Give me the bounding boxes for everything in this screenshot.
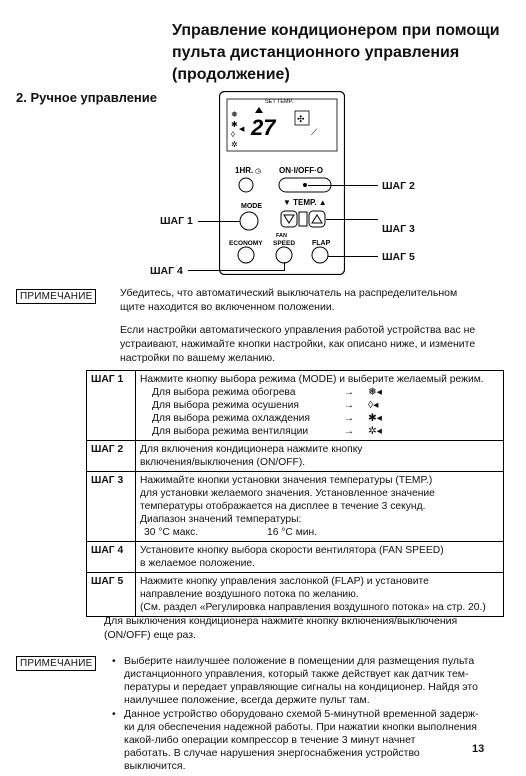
notes-list — [110, 655, 500, 774]
temperature-range — [140, 526, 499, 539]
paragraph-line: настройки по вашему желанию. — [120, 352, 276, 364]
note-text — [120, 286, 510, 314]
mode-text: Для выбора режима обогрева — [152, 387, 296, 398]
step2-connector — [308, 185, 378, 186]
step4-connector-vertical — [284, 262, 285, 271]
steps-table — [86, 370, 504, 617]
step4-connector — [188, 270, 285, 271]
note-line: щите находится во включенном положении. — [120, 301, 335, 313]
note-bullet — [110, 655, 500, 707]
fan-label-bottom: SPEED — [273, 240, 296, 247]
mode-text: Для выбора режима вентиляции — [152, 426, 309, 437]
fan-mode-icon: ✲◂ — [368, 426, 382, 437]
note-line: • Выберите наилучшее положение в помещении для размещения пульта — [124, 655, 475, 667]
cool-mode-icon: ✱◂ — [368, 413, 382, 424]
step1-callout: ШАГ 1 — [160, 215, 193, 227]
step3-connector — [326, 219, 378, 220]
flap-button[interactable] — [312, 247, 328, 263]
note-bullet — [110, 708, 500, 773]
economy-button[interactable] — [238, 247, 254, 263]
heat-icon: ❅ — [231, 110, 238, 119]
timer-button[interactable] — [239, 178, 253, 192]
paragraph-line: Если настройки автоматического управления работой устройства вас не — [120, 324, 476, 336]
fan-label-top: FAN — [276, 233, 287, 239]
step-text: (См. раздел «Регулировка направления воздушного потока» на стр. 20.) — [140, 602, 486, 613]
fan-speed-button[interactable] — [276, 247, 292, 263]
step-label-cell: ШАГ 2 — [87, 441, 136, 472]
mode-row-dry — [140, 399, 499, 412]
step-text: Нажмите кнопку выбора режима (MODE) и выберите желаемый режим. — [140, 374, 484, 385]
temperature-display: 27 — [251, 115, 276, 140]
paragraph-line: Для выключения кондиционера нажмите кнопку включения/выключения — [104, 615, 458, 627]
temp-center-bar — [299, 212, 307, 226]
step-label-cell: ШАГ 1 — [87, 371, 136, 441]
arrow-icon: → — [343, 387, 355, 398]
step-content-cell — [136, 472, 504, 542]
remote-control — [219, 91, 345, 275]
turn-off-paragraph — [104, 614, 504, 642]
flap-label: FLAP — [312, 240, 331, 247]
paragraph-line: (ON/OFF) еще раз. — [104, 629, 196, 641]
set-temp-label: SET TEMP. — [265, 99, 294, 105]
step-content-cell — [136, 371, 504, 441]
note-label: ПРИМЕЧАНИЕ — [16, 289, 96, 304]
step-text: Для включения кондиционера нажмите кнопку — [140, 444, 363, 455]
mode-text: Для выбора режима охлаждения — [152, 413, 311, 424]
title-line: (продолжение) — [172, 66, 290, 83]
temp-down-button[interactable] — [281, 211, 297, 227]
step-label-cell: ШАГ 3 — [87, 472, 136, 542]
step-text: Диапазон значений температуры: — [140, 514, 302, 525]
step-text: Установите кнопку выбора скорости вентилятора (FAN SPEED) — [140, 545, 444, 556]
step-text: температуры отображается на дисплее в течение 3 секунд. — [140, 501, 426, 512]
step-label-cell: ШАГ 5 — [87, 573, 136, 617]
note-label-2: ПРИМЕЧАНИЕ — [16, 656, 96, 671]
step-text: в желаемое положение. — [140, 558, 255, 569]
arrow-icon: → — [343, 426, 355, 437]
note-line: наилучшее положение, всегда держите пульт там. — [124, 694, 370, 706]
clock-icon: ◷ — [255, 168, 262, 175]
timer-label: 1HR. — [235, 166, 254, 175]
arrow-icon: → — [343, 413, 355, 424]
temp-max: 30 °C макс. — [144, 527, 199, 538]
heat-mode-icon: ❅◂ — [368, 387, 382, 398]
step-content-cell — [136, 542, 504, 573]
table-row — [87, 542, 504, 573]
dry-mode-icon: ◊◂ — [368, 400, 379, 411]
step-label-cell: ШАГ 4 — [87, 542, 136, 573]
note-line: Убедитесь, что автоматический выключатель на распределительном — [120, 287, 458, 299]
cool-icon: ✱ — [231, 120, 238, 129]
mode-row-cool — [140, 412, 499, 425]
note-line: • Данное устройство оборудовано схемой 5-минутной временной задерж- — [124, 708, 479, 720]
step-text: Нажмите кнопку управления заслонкой (FLAP) и установите — [140, 576, 429, 587]
note-line: работать. В случае нарушения энергоснабжения устройство — [124, 747, 420, 759]
onoff-dot — [303, 183, 307, 187]
note-line: ки для обеспечения надежной работы. При нажатии кнопки выполнения — [124, 721, 477, 733]
mode-button[interactable] — [240, 212, 258, 230]
step3-callout: ШАГ 3 — [382, 223, 415, 235]
economy-label: ECONOMY — [229, 240, 263, 247]
step-text: направление воздушного потока по желанию. — [140, 589, 359, 600]
table-row — [87, 472, 504, 542]
temp-min: 16 °C мин. — [267, 527, 318, 538]
table-row — [87, 573, 504, 617]
step-content-cell — [136, 441, 504, 472]
arrow-icon: → — [343, 400, 355, 411]
mode-row-heat — [140, 386, 499, 399]
paragraph-line: устраивают, нажимайте кнопки настройки, как описано ниже, и измените — [120, 338, 476, 350]
remote-display — [227, 99, 337, 151]
mode-label: MODE — [241, 203, 262, 210]
step2-callout: ШАГ 2 — [382, 180, 415, 192]
page-number: 13 — [472, 743, 485, 755]
table-row — [87, 441, 504, 472]
temp-label: ▼ TEMP. ▲ — [283, 198, 327, 207]
step-text: Нажимайте кнопки установки значения температуры (TEMP.) — [140, 475, 433, 486]
onoff-label: ON·I/OFF·O — [279, 166, 323, 175]
note-line: пературы и передает управляющие сигналы на кондиционер. Найдя это — [124, 681, 478, 693]
step5-connector — [328, 256, 378, 257]
step-content-cell — [136, 573, 504, 617]
fan-speed-icon: ✣ — [297, 114, 305, 124]
section-heading: 2. Ручное управление — [16, 90, 158, 105]
mode-text: Для выбора режима осушения — [152, 400, 299, 411]
mode-pointer-icon: ◀ — [239, 126, 245, 133]
temp-up-button[interactable] — [309, 211, 325, 227]
step-text: для установки желаемого значения. Установленное значение — [140, 488, 435, 499]
title-line: пульта дистанционного управления — [172, 44, 460, 61]
step5-callout: ШАГ 5 — [382, 251, 415, 263]
note-line: выключится. — [124, 760, 186, 772]
mode-row-fan — [140, 425, 499, 438]
step4-callout: ШАГ 4 — [150, 265, 183, 277]
step1-connector — [198, 221, 240, 222]
note-line: дистанционного управления, который также действует как датчик тем- — [124, 668, 469, 680]
fan-icon: ✲ — [231, 140, 238, 149]
flap-icon: ⟋ — [311, 127, 318, 137]
note-line: какой-либо операции компрессор в течение 3 минут начнет — [124, 734, 416, 746]
table-row — [87, 371, 504, 441]
page-title — [172, 20, 512, 86]
dry-icon: ◊ — [231, 130, 235, 139]
title-line: Управление кондиционером при помощи — [172, 22, 500, 39]
step-text: включения/выключения (ON/OFF). — [140, 457, 306, 468]
custom-settings-paragraph — [120, 323, 510, 365]
